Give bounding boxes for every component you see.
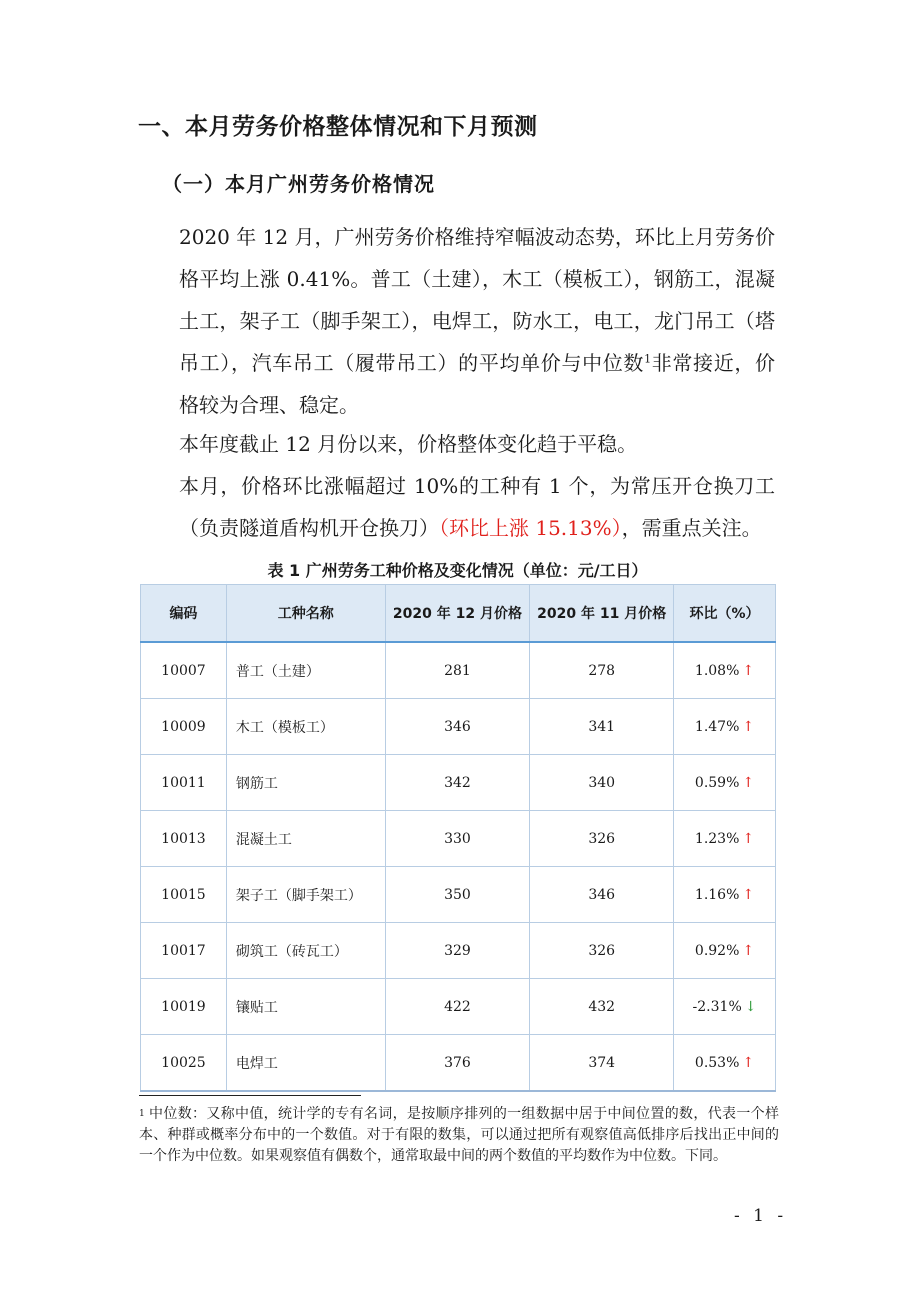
cell-dec-price: 350: [385, 867, 530, 923]
cell-code: 10011: [141, 755, 227, 811]
paragraph-summary-text: 2020 年 12 月，广州劳务价格维持窄幅波动态势，环比上月劳务价格平均上涨 0.41%。普工（土建），木工（模板工），钢筋工，混凝土工，架子工（脚手架工），电焊工，防水工，电工，龙门吊工（塔吊工），汽车吊工（履带吊工）的平均单价与中位数: [179, 225, 775, 375]
cell-dec-price: 329: [385, 923, 530, 979]
cell-code: 10019: [141, 979, 227, 1035]
cell-code: 10013: [141, 811, 227, 867]
arrow-up-icon: ↑: [742, 886, 755, 903]
cell-ratio: [674, 979, 776, 1035]
cell-code: 10025: [141, 1035, 227, 1092]
price-table: [140, 584, 776, 1092]
cell-ratio: [674, 642, 776, 699]
cell-code: 10007: [141, 642, 227, 699]
col-code-header: 编码: [141, 585, 227, 643]
arrow-up-icon: ↑: [742, 830, 755, 847]
cell-name: 砌筑工（砖瓦工）: [226, 923, 385, 979]
cell-ratio: [674, 867, 776, 923]
col-name-header: 工种名称: [226, 585, 385, 643]
ratio-value: 1.47%: [694, 718, 740, 735]
cell-code: 10009: [141, 699, 227, 755]
paragraph-summary: [139, 216, 775, 426]
ratio-value: 1.23%: [694, 830, 740, 847]
footnote-mark: 1: [139, 1109, 145, 1119]
arrow-up-icon: ↑: [742, 718, 755, 735]
subsection-heading: （一）本月广州劳务价格情况: [162, 172, 435, 196]
cell-nov-price: 340: [530, 755, 674, 811]
ratio-value: 1.08%: [694, 662, 740, 679]
cell-name: 普工（土建）: [226, 642, 385, 699]
cell-name: 电焊工: [226, 1035, 385, 1092]
cell-name: 镶贴工: [226, 979, 385, 1035]
paragraph-alert-text: 本月，价格环比涨幅超过 10%的工种有 1 个，为常压开仓换刀工（负责隧道盾构机开仓换刀）: [179, 474, 775, 540]
page-number: - 1 -: [734, 1206, 788, 1226]
footnote-ref[interactable]: 1: [644, 352, 652, 366]
ratio-value: -2.31%: [692, 998, 742, 1015]
cell-nov-price: 278: [530, 642, 674, 699]
cell-nov-price: 326: [530, 923, 674, 979]
cell-ratio: [674, 755, 776, 811]
cell-dec-price: 330: [385, 811, 530, 867]
table-row: [141, 755, 776, 811]
paragraph-alert-text-end: ，需重点关注。: [621, 516, 762, 540]
arrow-up-icon: ↑: [742, 942, 755, 959]
ratio-value: 0.92%: [694, 942, 740, 959]
cell-nov-price: 432: [530, 979, 674, 1035]
cell-code: 10017: [141, 923, 227, 979]
table-header-row: [141, 585, 776, 643]
cell-name: 钢筋工: [226, 755, 385, 811]
cell-dec-price: 422: [385, 979, 530, 1035]
cell-ratio: [674, 1035, 776, 1092]
table-row: [141, 1035, 776, 1092]
paragraph-summary-text-end: 非常接近，价格较为合理、稳定。: [179, 351, 776, 417]
ratio-value: 1.16%: [694, 886, 740, 903]
cell-nov-price: 341: [530, 699, 674, 755]
table-caption: 表 1 广州劳务工种价格及变化情况（单位：元/工日）: [267, 561, 648, 580]
arrow-up-icon: ↑: [742, 662, 755, 679]
ratio-value: 0.59%: [694, 774, 740, 791]
col-nov-header: 2020 年 11 月价格: [530, 585, 674, 643]
col-ratio-header: 环比（%）: [674, 585, 776, 643]
arrow-up-icon: ↑: [742, 1054, 755, 1071]
arrow-down-icon: ↓: [744, 998, 757, 1015]
table-row: [141, 923, 776, 979]
table-row: [141, 979, 776, 1035]
footnote-text: 中位数：又称中值，统计学的专有名词，是按顺序排列的一组数据中居于中间位置的数，代表一个样本、种群或概率分布中的一个数值。对于有限的数集，可以通过把所有观察值高低排序后找出正中间的一个作为中位数。如果观察值有偶数个，通常取最中间的两个数值的平均数作为中位数。下同。: [139, 1106, 779, 1164]
table-row: [141, 811, 776, 867]
arrow-up-icon: ↑: [742, 774, 755, 791]
cell-ratio: [674, 811, 776, 867]
table-row: [141, 642, 776, 699]
paragraph-alert: [139, 465, 775, 549]
cell-nov-price: 326: [530, 811, 674, 867]
cell-ratio: [674, 923, 776, 979]
cell-nov-price: 346: [530, 867, 674, 923]
paragraph-trend: 本年度截止 12 月份以来，价格整体变化趋于平稳。: [179, 432, 638, 456]
cell-dec-price: 376: [385, 1035, 530, 1092]
cell-name: 木工（模板工）: [226, 699, 385, 755]
col-dec-header: 2020 年 12 月价格: [385, 585, 530, 643]
table-row: [141, 867, 776, 923]
ratio-value: 0.53%: [694, 1054, 740, 1071]
cell-name: 混凝土工: [226, 811, 385, 867]
cell-dec-price: 342: [385, 755, 530, 811]
table-row: [141, 699, 776, 755]
section-heading: 一、本月劳务价格整体情况和下月预测: [138, 114, 538, 140]
cell-ratio: [674, 699, 776, 755]
cell-dec-price: 346: [385, 699, 530, 755]
cell-name: 架子工（脚手架工）: [226, 867, 385, 923]
cell-code: 10015: [141, 867, 227, 923]
cell-nov-price: 374: [530, 1035, 674, 1092]
cell-dec-price: 281: [385, 642, 530, 699]
footnote: [139, 1104, 779, 1167]
alert-highlight: （环比上涨 15.13%）: [439, 516, 622, 540]
footnote-divider: [139, 1095, 361, 1096]
